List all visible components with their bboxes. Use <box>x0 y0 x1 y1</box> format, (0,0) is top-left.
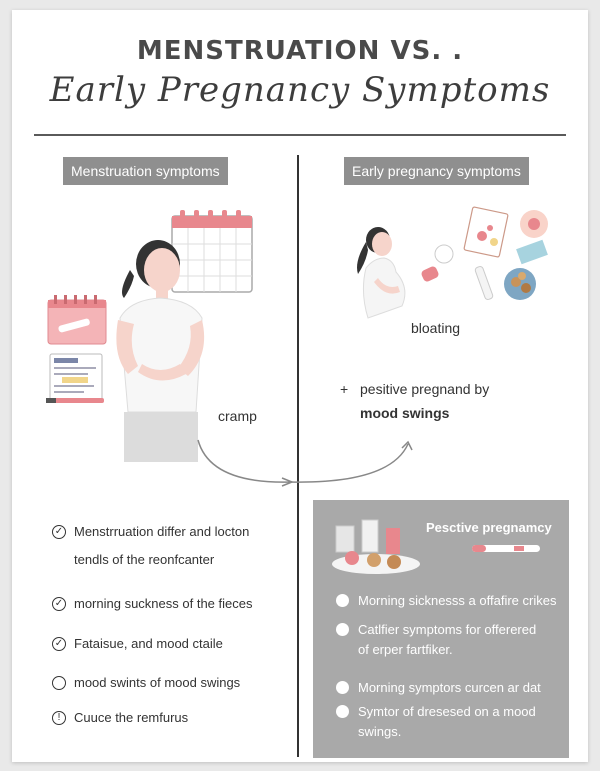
panel-title: Pesctive pregnamcy <box>426 520 552 535</box>
early-pregnancy-tag: Early pregnancy symptoms <box>344 157 529 185</box>
list-item: ✓ Fataisue, and mood ctaile <box>52 636 223 651</box>
pregnancy-test-icon <box>470 543 542 555</box>
items-cluster-illustration <box>420 206 556 306</box>
list-item: ✓ Menstrruation differ and locton <box>52 524 249 539</box>
bullet-dot-icon <box>336 681 349 694</box>
pen-icon <box>44 396 106 406</box>
plus-icon: + <box>340 381 349 397</box>
title-line-1: MENSTRUATION VS. . <box>136 36 464 66</box>
woman-cramp-illustration <box>110 236 220 466</box>
bloating-label: bloating <box>411 320 461 336</box>
list-item: ✓ morning suckness of the fieces <box>52 596 252 611</box>
check-circle-icon: ✓ <box>52 597 66 611</box>
panel-item: Morning symptors curcen ar dat <box>336 680 541 695</box>
pink-calendar-icon <box>46 294 108 346</box>
exclamation-circle-icon: ! <box>52 711 66 725</box>
empty-circle-icon <box>52 676 66 690</box>
check-circle-icon: ✓ <box>52 525 66 539</box>
header-divider <box>34 134 566 136</box>
list-item: mood swints of mood swings <box>52 675 240 690</box>
panel-item: Morning sicknesss a offafire crikes <box>336 593 556 608</box>
title-line-2: Early Pregnancy Symptoms <box>49 70 551 110</box>
list-item-continuation: tendls of the reonfcanter <box>74 552 215 567</box>
menstruation-tag: Menstruation symptoms <box>63 157 228 185</box>
panel-item-continuation: of erper fartfiker. <box>358 642 453 657</box>
pregnant-woman-illustration <box>352 222 412 326</box>
connecting-arrows <box>190 436 420 496</box>
pregnancy-food-tray-illustration <box>330 516 422 576</box>
check-circle-icon: ✓ <box>52 637 66 651</box>
positive-pregnancy-label: pesitive pregnand by <box>360 381 490 397</box>
cramp-label: cramp <box>218 408 257 424</box>
bullet-dot-icon <box>336 594 349 607</box>
mood-swings-label: mood swings <box>360 405 450 421</box>
list-item: ! Cuuce the remfurus <box>52 710 188 725</box>
bullet-dot-icon <box>336 705 349 718</box>
panel-item: Symtor of dresesed on a mood <box>336 704 536 719</box>
panel-item-continuation: swings. <box>358 724 402 739</box>
panel-item: Catlfier symptoms for offerered <box>336 622 536 637</box>
bullet-dot-icon <box>336 623 349 636</box>
